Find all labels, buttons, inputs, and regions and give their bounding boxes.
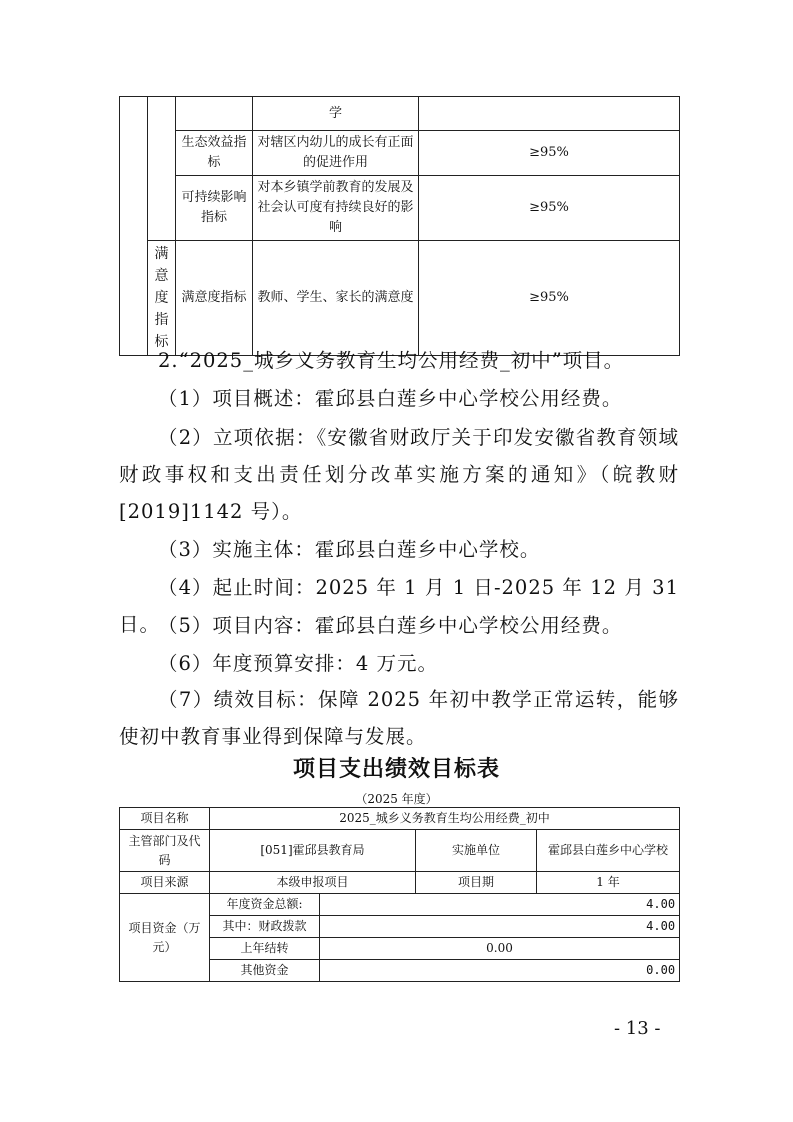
implementer-value: 霍邱县白莲乡中心学校 <box>537 830 680 872</box>
department-value: [051]霍邱县教育局 <box>210 830 416 872</box>
paragraph-overview: （1）项目概述：霍邱县白莲乡中心学校公用经费。 <box>158 387 623 410</box>
project-name-value: 2025_城乡义务教育生均公用经费_初中 <box>210 808 680 830</box>
implementer-label: 实施单位 <box>416 830 537 872</box>
level1-cell <box>120 97 148 356</box>
value-cell: ≥95% <box>419 131 680 176</box>
paragraph-period: （4）起止时间：2025 年 1 月 1 日-2025 年 12 月 31 日。 <box>119 576 679 636</box>
period-value: 1 年 <box>537 872 680 894</box>
level2-cell <box>148 97 176 241</box>
project-name-label: 项目名称 <box>120 808 210 830</box>
funds-label: 项目资金（万元） <box>120 894 210 982</box>
source-value: 本级申报项目 <box>210 872 416 894</box>
department-label: 主管部门及代码 <box>120 830 210 872</box>
content-cell: 对本乡镇学前教育的发展及社会认可度有持续良好的影响 <box>253 176 419 241</box>
content-cell: 教师、学生、家长的满意度 <box>253 241 419 356</box>
funds-row-value: 4.00 <box>320 916 680 938</box>
indicator-cell: 满意度指标 <box>176 241 253 356</box>
funds-row-value: 4.00 <box>320 894 680 916</box>
paragraph-implementer: （3）实施主体：霍邱县白莲乡中心学校。 <box>158 538 541 561</box>
funds-row-value: 0.00 <box>320 938 680 960</box>
page-number: - 13 - <box>614 1018 661 1039</box>
funds-row-label: 年度资金总额: <box>210 894 320 916</box>
funds-row-label: 其他资金 <box>210 960 320 982</box>
indicator-cell: 生态效益指标 <box>176 131 253 176</box>
table-title: 项目支出绩效目标表 <box>292 757 500 782</box>
content-cell: 对辖区内幼儿的成长有正面的促进作用 <box>253 131 419 176</box>
category-label: 满意度指标 <box>154 246 169 350</box>
paragraph-goal: （7）绩效目标：保障 2025 年初中教学正常运转，能够使初中教育事业得到保障与发展。 <box>119 688 679 748</box>
level3-cell <box>176 97 253 131</box>
indicator-cell: 可持续影响指标 <box>176 176 253 241</box>
performance-indicator-table-continued <box>119 96 680 356</box>
funds-row-label: 其中：财政拨款 <box>210 916 320 938</box>
section-heading: 2.“2025_城乡义务教育生均公用经费_初中”项目。 <box>158 349 625 372</box>
value-cell: ≥95% <box>419 176 680 241</box>
value-cell: ≥95% <box>419 241 680 356</box>
source-label: 项目来源 <box>120 872 210 894</box>
funds-row-label: 上年结转 <box>210 938 320 960</box>
category-cell <box>148 241 176 356</box>
value-cell <box>419 97 680 131</box>
paragraph-basis: （2）立项依据：《安徽省财政厅关于印发安徽省教育领域财政事权和支出责任划分改革实施方案的通知》（皖教财[2019]1142 号）。 <box>119 426 679 523</box>
paragraph-budget: （6）年度预算安排：4 万元。 <box>158 652 439 675</box>
content-cell: 学 <box>253 97 419 131</box>
project-target-table <box>119 807 680 982</box>
table-subtitle: （2025 年度） <box>355 792 438 806</box>
funds-row-value: 0.00 <box>320 960 680 982</box>
paragraph-content: （5）项目内容：霍邱县白莲乡中心学校公用经费。 <box>158 614 623 637</box>
period-label: 项目期 <box>416 872 537 894</box>
